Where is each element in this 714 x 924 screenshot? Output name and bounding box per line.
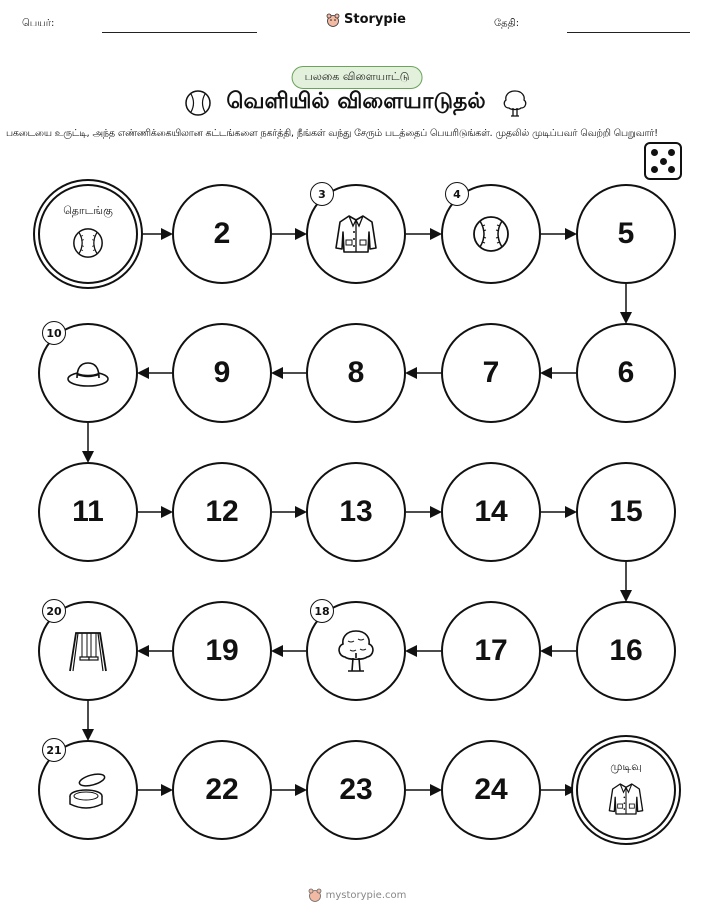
space-number: 5: [617, 217, 635, 250]
space-number: 6: [617, 356, 635, 389]
footer: [0, 888, 714, 902]
space-number-tag: 3: [310, 182, 334, 206]
board-space-10[interactable]: [38, 323, 138, 423]
tree-icon: [332, 627, 380, 675]
space-number: 2: [213, 217, 231, 250]
board-space-17[interactable]: [441, 601, 541, 701]
space-number: 17: [474, 634, 508, 667]
board-space-22[interactable]: [172, 740, 272, 840]
footer-url[interactable]: mystorypie.com: [325, 889, 407, 901]
baseball-icon: [467, 210, 515, 258]
activity-badge: பலகை விளையாட்டு: [292, 66, 423, 89]
board-space-15[interactable]: [576, 462, 676, 562]
board-space-9[interactable]: [172, 323, 272, 423]
space-number: 13: [339, 495, 373, 528]
board-space-18[interactable]: [306, 601, 406, 701]
swing-icon: [64, 627, 112, 675]
space-number-tag: 20: [42, 599, 66, 623]
board-space-4[interactable]: [441, 184, 541, 284]
board-space-2[interactable]: [172, 184, 272, 284]
board-space-14[interactable]: [441, 462, 541, 562]
board-space-21[interactable]: [38, 740, 138, 840]
board-space-24[interactable]: [441, 740, 541, 840]
board-space-19[interactable]: [172, 601, 272, 701]
board-space-11[interactable]: [38, 462, 138, 562]
start-label: தொடங்கு: [63, 204, 113, 217]
space-number: 14: [474, 495, 508, 528]
jacket-icon: [332, 210, 380, 258]
board-space-5[interactable]: [576, 184, 676, 284]
instructions: பகடையை உருட்டி, அந்த எண்ணிக்கையிலான கட்டங்களை நகர்த்தி, நீங்கள் வந்து சேரும் படத்தைப் பெயரிடுங்கள். முதலில் முடிப்பவர் வெற்றி பெறுவார்!: [6, 128, 659, 139]
space-number: 8: [347, 356, 365, 389]
finish-label: முடிவு: [610, 760, 642, 773]
storypie-logo-icon: [308, 888, 322, 902]
board-space-7[interactable]: [441, 323, 541, 423]
board-space-8[interactable]: [306, 323, 406, 423]
name-label: பெயர்:: [22, 18, 55, 29]
start-space[interactable]: [38, 184, 138, 284]
space-number: 22: [205, 773, 239, 806]
space-number: 12: [205, 495, 239, 528]
space-number: 7: [482, 356, 500, 389]
sun-hat-icon: [64, 349, 112, 397]
space-number-tag: 18: [310, 599, 334, 623]
cream-jar-icon: [64, 766, 112, 814]
page-title: வெளியில் விளையாடுதல்: [226, 89, 486, 114]
space-number-tag: 4: [445, 182, 469, 206]
board-space-3[interactable]: [306, 184, 406, 284]
brand-name: Storypie: [344, 12, 406, 27]
board-space-6[interactable]: [576, 323, 676, 423]
date-label: தேதி:: [494, 18, 520, 29]
board-space-16[interactable]: [576, 601, 676, 701]
space-number-tag: 21: [42, 738, 66, 762]
space-number: 15: [609, 495, 643, 528]
board-space-12[interactable]: [172, 462, 272, 562]
space-number: 19: [205, 634, 239, 667]
board-space-13[interactable]: [306, 462, 406, 562]
space-number-tag: 10: [42, 321, 66, 345]
board-space-23[interactable]: [306, 740, 406, 840]
space-number: 16: [609, 634, 643, 667]
jacket-icon: [606, 779, 646, 819]
space-number: 24: [474, 773, 508, 806]
board-space-20[interactable]: [38, 601, 138, 701]
space-number: 23: [339, 773, 373, 806]
space-number: 9: [213, 356, 231, 389]
finish-space[interactable]: [576, 740, 676, 840]
space-number: 11: [72, 495, 104, 528]
baseball-icon: [68, 223, 108, 263]
